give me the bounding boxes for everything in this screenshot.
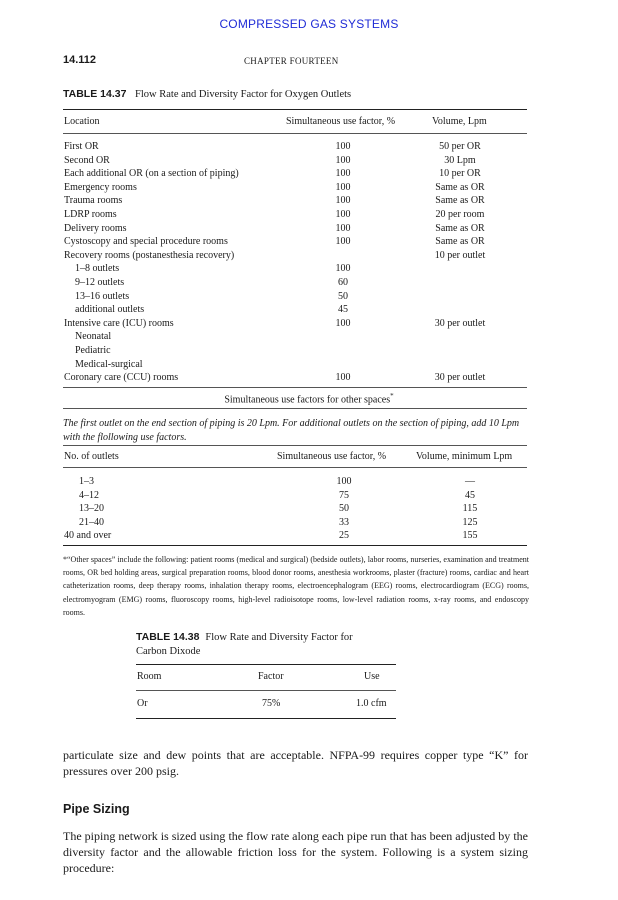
table-37-number: TABLE 14.37 xyxy=(63,88,127,100)
location-cell: 9–12 outlets xyxy=(75,277,125,288)
use-factor-cell: 100 xyxy=(335,195,351,207)
footnote-mark: * xyxy=(390,392,394,400)
table-row xyxy=(0,317,618,331)
table-38-caption xyxy=(136,630,353,659)
location-cell: Medical-surgical xyxy=(75,358,143,370)
volume-cell: 10 per outlet xyxy=(434,249,486,261)
table-37-bottom-rule xyxy=(63,545,527,546)
location-cell: 13–16 outlets xyxy=(75,290,130,302)
use-factor-cell: 50 xyxy=(338,290,348,302)
col-header-use-factor-2: Simultaneous use factor, % xyxy=(277,451,387,462)
table-row xyxy=(0,358,618,372)
table-37-mid-rule xyxy=(63,387,527,388)
volume-cell: 30 per outlet xyxy=(434,317,486,329)
volume-min-cell: 115 xyxy=(462,503,478,515)
table-row xyxy=(0,208,618,222)
location-cell: Intensive care (ICU) rooms xyxy=(64,317,174,329)
location-cell: First OR xyxy=(64,141,99,152)
location-cell: additional outlets xyxy=(75,304,145,316)
other-spaces-subheading-text: Simultaneous use factors for other spaces xyxy=(224,394,391,406)
table-38-number: TABLE 14.38 xyxy=(136,631,200,643)
table-row xyxy=(0,516,618,530)
use-factor-cell: 100 xyxy=(335,372,351,384)
table-37-top-rule xyxy=(63,109,527,110)
table-37-title: Flow Rate and Diversity Factor for Oxygen Outlets xyxy=(135,89,352,100)
location-cell: Each additional OR (on a section of piping) xyxy=(64,168,239,180)
table-37-header-rule xyxy=(63,133,527,134)
table-38-col-room: Room xyxy=(137,671,162,682)
table-37-sub-rule xyxy=(63,408,527,409)
location-cell: Pediatric xyxy=(75,345,111,356)
use-factor-cell: 100 xyxy=(335,181,351,193)
table-row xyxy=(0,235,618,249)
use-factor-cell: 100 xyxy=(335,222,351,234)
table-row xyxy=(0,262,618,276)
use-factor-cell: 100 xyxy=(335,236,351,248)
table-row xyxy=(0,249,618,263)
location-cell: Emergency rooms xyxy=(64,181,137,193)
table-row xyxy=(0,194,618,208)
volume-cell: 30 per outlet xyxy=(434,372,486,384)
volume-min-cell: 155 xyxy=(462,530,478,542)
running-head: COMPRESSED GAS SYSTEMS xyxy=(219,17,399,31)
volume-min-cell: — xyxy=(465,476,475,487)
volume-min-cell: 125 xyxy=(462,516,478,528)
use-factor-cell: 100 xyxy=(335,168,351,180)
location-cell: Recovery rooms (postanesthesia recovery) xyxy=(64,249,235,261)
location-cell: Coronary care (CCU) rooms xyxy=(64,372,179,384)
volume-cell: Same as OR xyxy=(435,236,485,248)
col-header-volume-min: Volume, minimum Lpm xyxy=(416,451,513,462)
chapter-title: CHAPTER FOURTEEN xyxy=(244,56,339,66)
table-row xyxy=(0,371,618,385)
table-38-factor: 75% xyxy=(262,698,281,709)
table-row xyxy=(0,140,618,154)
table-37-header2-rule xyxy=(63,467,527,468)
table-38-header-rule xyxy=(136,690,396,691)
table-38-col-factor: Factor xyxy=(258,671,284,682)
outlets-cell: 13–20 xyxy=(79,503,104,515)
page-number: 14.112 xyxy=(63,54,97,66)
use-factor-cell: 100 xyxy=(335,317,351,329)
col-header-outlets: No. of outlets xyxy=(64,451,119,462)
section-heading-pipe-sizing: Pipe Sizing xyxy=(63,802,130,816)
col-header-use-factor: Simultaneous use factor, % xyxy=(286,116,396,127)
volume-cell: 20 per room xyxy=(435,209,485,220)
table-row xyxy=(0,181,618,195)
table-row xyxy=(0,330,618,344)
table-row xyxy=(0,167,618,181)
volume-cell: 50 per OR xyxy=(439,141,481,152)
location-cell: 1–8 outlets xyxy=(75,263,120,275)
table-37-caption xyxy=(63,88,351,100)
use-factor-cell: 75 xyxy=(339,489,349,501)
table-row xyxy=(0,276,618,290)
col-header-location: Location xyxy=(64,116,100,127)
table-38-use: 1.0 cfm xyxy=(356,698,387,709)
table-38-top-rule xyxy=(136,664,396,665)
volume-cell: Same as OR xyxy=(435,195,485,207)
table-row xyxy=(0,290,618,304)
table-row xyxy=(0,154,618,168)
volume-cell: 10 per OR xyxy=(439,168,481,180)
volume-min-cell: 45 xyxy=(465,489,475,501)
other-spaces-subheading xyxy=(0,392,618,405)
table-37-note-rule xyxy=(63,445,527,446)
use-factor-cell: 100 xyxy=(335,154,351,166)
table-38-title-line1: Flow Rate and Diversity Factor for xyxy=(205,632,353,643)
use-factor-cell: 100 xyxy=(336,476,352,487)
table-row xyxy=(0,489,618,503)
use-factor-cell: 100 xyxy=(335,141,351,152)
other-spaces-footnote: *“Other spaces” include the following: patient rooms (medical and surgical) (bedside outlets), labor rooms, nurseries, examination and treatment rooms, OR bed holding areas, surgical preparation rooms, blood donor rooms, anesthesia workrooms, plaster (fracture) rooms, cardiac and heart catheterization rooms, deep therapy rooms, inhalation therapy rooms, electroencephalogram (EEG) rooms, electrocardiogram (ECG) rooms, electromyogram (EMG) rooms, fluoroscopy rooms, high-level radioisotope rooms, low-level radiation rooms, x-ray rooms, and endoscopy rooms. xyxy=(63,555,529,617)
location-cell: Trauma rooms xyxy=(64,195,123,207)
table-row xyxy=(0,222,618,236)
outlets-cell: 40 and over xyxy=(64,530,112,542)
outlets-cell: 21–40 xyxy=(79,516,104,528)
use-factor-cell: 25 xyxy=(339,530,349,542)
location-cell: Cystoscopy and special procedure rooms xyxy=(64,236,228,248)
use-factor-cell: 50 xyxy=(339,503,349,515)
first-outlet-note: The first outlet on the end section of piping is 20 Lpm. For additional outlets on the section of piping, add 10 Lpm with the flollowing use factors. xyxy=(63,418,520,443)
volume-cell: Same as OR xyxy=(435,181,485,193)
location-cell: Second OR xyxy=(64,154,110,166)
volume-cell: Same as OR xyxy=(435,222,485,234)
location-cell: Delivery rooms xyxy=(64,222,127,234)
table-row xyxy=(0,502,618,516)
table-row xyxy=(0,529,618,543)
use-factor-cell: 45 xyxy=(338,304,348,316)
table-38-room: Or xyxy=(137,698,148,709)
table-38-title-line2: Carbon Dixode xyxy=(136,646,201,657)
body-paragraph-1: particulate size and dew points that are acceptable. NFPA-99 requires copper type “K” for pressures over 200 psig. xyxy=(63,748,528,778)
table-38-bottom-rule xyxy=(136,718,396,719)
col-header-volume: Volume, Lpm xyxy=(432,116,487,127)
use-factor-cell: 100 xyxy=(335,209,351,220)
location-cell: Neonatal xyxy=(75,331,112,343)
outlets-cell: 4–12 xyxy=(79,489,99,501)
table-row xyxy=(0,344,618,358)
table-row xyxy=(0,475,618,489)
outlets-cell: 1–3 xyxy=(79,476,94,487)
body-paragraph-2: The piping network is sized using the flow rate along each pipe run that has been adjusted by the diversity factor and the allowable friction loss for the system. Following is a system sizing procedure: xyxy=(63,829,528,875)
volume-cell: 30 Lpm xyxy=(444,154,476,166)
use-factor-cell: 60 xyxy=(338,277,348,288)
table-38-col-use: Use xyxy=(364,671,380,682)
use-factor-cell: 33 xyxy=(339,516,349,528)
table-row xyxy=(0,303,618,317)
location-cell: LDRP rooms xyxy=(64,209,117,220)
use-factor-cell: 100 xyxy=(335,263,351,275)
